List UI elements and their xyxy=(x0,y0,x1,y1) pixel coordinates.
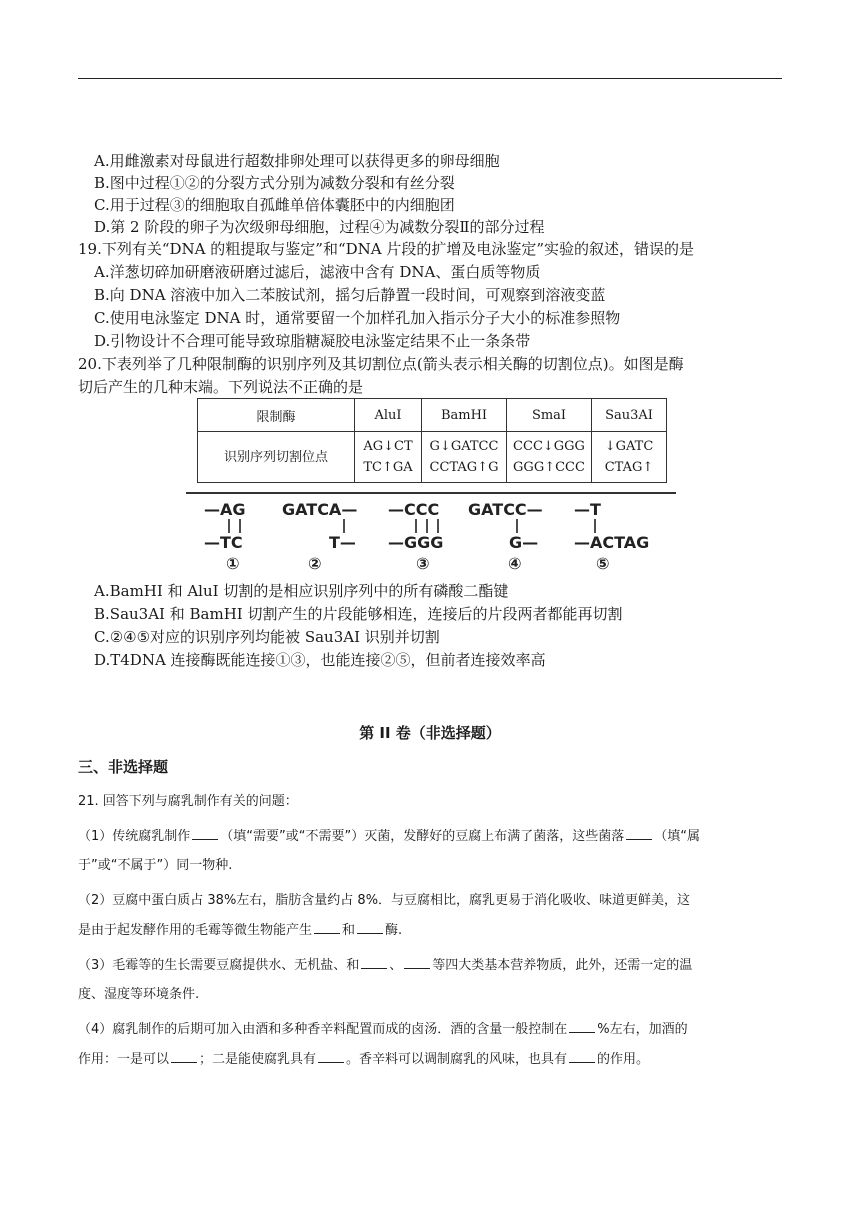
site-bottom: CCTAG↑G xyxy=(429,460,499,475)
end-3-bottom: —GGG xyxy=(388,533,444,552)
q20-option-c: C.②④⑤对应的识别序列均能被 Sau3AI 识别并切割 xyxy=(94,628,440,646)
text-segment: 。香辛料可以调制腐乳的风味，也具有 xyxy=(346,1052,568,1067)
end-2-top: GATCA— xyxy=(282,500,358,519)
site-bottom: CTAG↑ xyxy=(604,460,654,475)
end-1-bottom: —TC xyxy=(204,533,243,552)
answer-blank[interactable] xyxy=(361,956,387,969)
end-5-number: ⑤ xyxy=(596,554,610,573)
text-segment: 酶. xyxy=(385,923,403,938)
answer-blank[interactable] xyxy=(569,1020,595,1033)
q18-option-a: A.用雌激素对母鼠进行超数排卵处理可以获得更多的卵母细胞 xyxy=(94,152,500,170)
site-top: CCC↓GGG xyxy=(513,439,585,454)
q18-option-b: B.图中过程①②的分裂方式分别为减数分裂和有丝分裂 xyxy=(94,174,455,192)
end-1-number: ① xyxy=(226,554,240,573)
site-top: AG↓CT xyxy=(363,439,413,454)
part2-title: 第 II 卷（非选择题） xyxy=(359,724,501,742)
text-segment: （填“需要”或“不需要”）灭菌，发酵好的豆腐上布满了菌落，这些菌落 xyxy=(220,829,625,844)
q19-stem: 19.下列有关“DNA 的粗提取与鉴定”和“DNA 片段的扩增及电泳鉴定”实验的叙述，错误的是 xyxy=(78,240,695,258)
end-4-top: GATCC— xyxy=(468,500,543,519)
site-bottom: GGG↑CCC xyxy=(513,460,585,475)
q21-part1-cont: 于”或“不属于”）同一物种. xyxy=(78,858,233,873)
text-segment: （填“属 xyxy=(654,829,700,844)
q21-part2-cont xyxy=(78,917,782,945)
end-4-bottom: G— xyxy=(509,533,539,552)
q21-part1 xyxy=(78,823,782,851)
answer-blank[interactable] xyxy=(569,1050,595,1063)
q19-option-b: B.向 DNA 溶液中加入二苯胺试剂，摇匀后静置一段时间，可观察到溶液变蓝 xyxy=(94,286,606,304)
q21-stem: 21. 回答下列与腐乳制作有关的问题： xyxy=(78,794,298,809)
text-segment: 是由于起发酵作用的毛霉等微生物能产生 xyxy=(78,923,313,938)
q21-part4 xyxy=(78,1016,782,1044)
q20-option-d: D.T4DNA 连接酶既能连接①③，也能连接②⑤，但前者连接效率高 xyxy=(94,651,546,669)
table-cell-bamhi xyxy=(422,432,507,483)
q21-part4-cont xyxy=(78,1046,782,1074)
table-header-smai: SmaI xyxy=(507,399,592,432)
table-header-alui: AluI xyxy=(355,399,422,432)
table-row-label: 识别序列切割位点 xyxy=(198,432,355,483)
q20-option-a: A.BamHI 和 AluI 切割的是相应识别序列中的所有磷酸二酯键 xyxy=(94,582,509,600)
end-3-number: ③ xyxy=(416,554,430,573)
answer-blank[interactable] xyxy=(404,956,430,969)
table-cell-sau3ai xyxy=(592,432,667,483)
text-segment: 作用：一是可以 xyxy=(78,1052,170,1067)
answer-blank[interactable] xyxy=(318,1050,344,1063)
site-top: G↓GATCC xyxy=(429,439,499,454)
q21-part2: （2）豆腐中蛋白质占 38%左右，脂肪含量约占 8%．与豆腐相比，腐乳更易于消化吸收、味道更鲜美，这 xyxy=(78,893,691,908)
restriction-enzyme-table xyxy=(197,398,667,483)
site-bottom: TC↑GA xyxy=(363,460,413,475)
text-segment: （3）毛霉等的生长需要豆腐提供水、无机盐、和 xyxy=(78,958,360,973)
q20-stem-line1: 20.下表列举了几种限制酶的识别序列及其切割位点(箭头表示相关酶的切割位点)。如图是酶 xyxy=(78,355,684,373)
text-segment: ；二是能使腐乳具有 xyxy=(199,1052,317,1067)
q21-part3-cont: 度、湿度等环境条件. xyxy=(78,987,200,1002)
q20-option-b: B.Sau3AI 和 BamHI 切割产生的片段能够相连，连接后的片段两者都能再切割 xyxy=(94,605,623,623)
q19-option-d: D.引物设计不合理可能导致琼脂糖凝胶电泳鉴定结果不止一条条带 xyxy=(94,332,531,350)
section3-title: 三、非选择题 xyxy=(78,758,169,776)
answer-blank[interactable] xyxy=(171,1050,197,1063)
end-2-number: ② xyxy=(308,554,322,573)
table-cell-smai xyxy=(507,432,592,483)
sticky-ends-figure xyxy=(196,496,676,576)
q21-part3 xyxy=(78,952,782,980)
end-1-top: —AG xyxy=(204,500,246,519)
table-cell-alui xyxy=(355,432,422,483)
figure-top-bar xyxy=(186,492,676,494)
header-rule xyxy=(78,78,782,79)
end-2-bottom: T— xyxy=(329,533,356,552)
table-header-sau3ai: Sau3AI xyxy=(592,399,667,432)
text-segment: 、 xyxy=(389,958,403,973)
answer-blank[interactable] xyxy=(314,921,340,934)
end-5-bottom: —ACTAG xyxy=(574,533,650,552)
text-segment: 的作用。 xyxy=(597,1052,650,1067)
end-4-number: ④ xyxy=(508,554,522,573)
q19-option-a: A.洋葱切碎加研磨液研磨过滤后，滤液中含有 DNA、蛋白质等物质 xyxy=(94,263,541,281)
q18-option-d: D.第 2 阶段的卵子为次级卵母细胞，过程④为减数分裂Ⅱ的部分过程 xyxy=(94,218,545,236)
q19-option-c: C.使用电泳鉴定 DNA 时，通常要留一个加样孔加入指示分子大小的标准参照物 xyxy=(94,309,621,327)
text-segment: （1）传统腐乳制作 xyxy=(78,829,191,844)
text-segment: 和 xyxy=(342,923,356,938)
answer-blank[interactable] xyxy=(192,827,218,840)
q20-stem-line2: 切后产生的几种末端。下列说法不正确的是 xyxy=(78,378,364,396)
text-segment: 等四大类基本营养物质，此外，还需一定的温 xyxy=(432,958,693,973)
site-top: ↓GATC xyxy=(604,439,654,454)
text-segment: %左右，加酒的 xyxy=(597,1022,688,1037)
answer-blank[interactable] xyxy=(357,921,383,934)
table-header-enzyme: 限制酶 xyxy=(198,399,355,432)
end-5-top: —T xyxy=(574,500,601,519)
table-header-bamhi: BamHI xyxy=(422,399,507,432)
text-segment: （4）腐乳制作的后期可加入由酒和多种香辛料配置而成的卤汤．酒的含量一般控制在 xyxy=(78,1022,568,1037)
q18-option-c: C.用于过程③的细胞取自孤雌单倍体囊胚中的内细胞团 xyxy=(94,196,455,214)
answer-blank[interactable] xyxy=(626,827,652,840)
end-3-top: —CCC xyxy=(388,500,440,519)
